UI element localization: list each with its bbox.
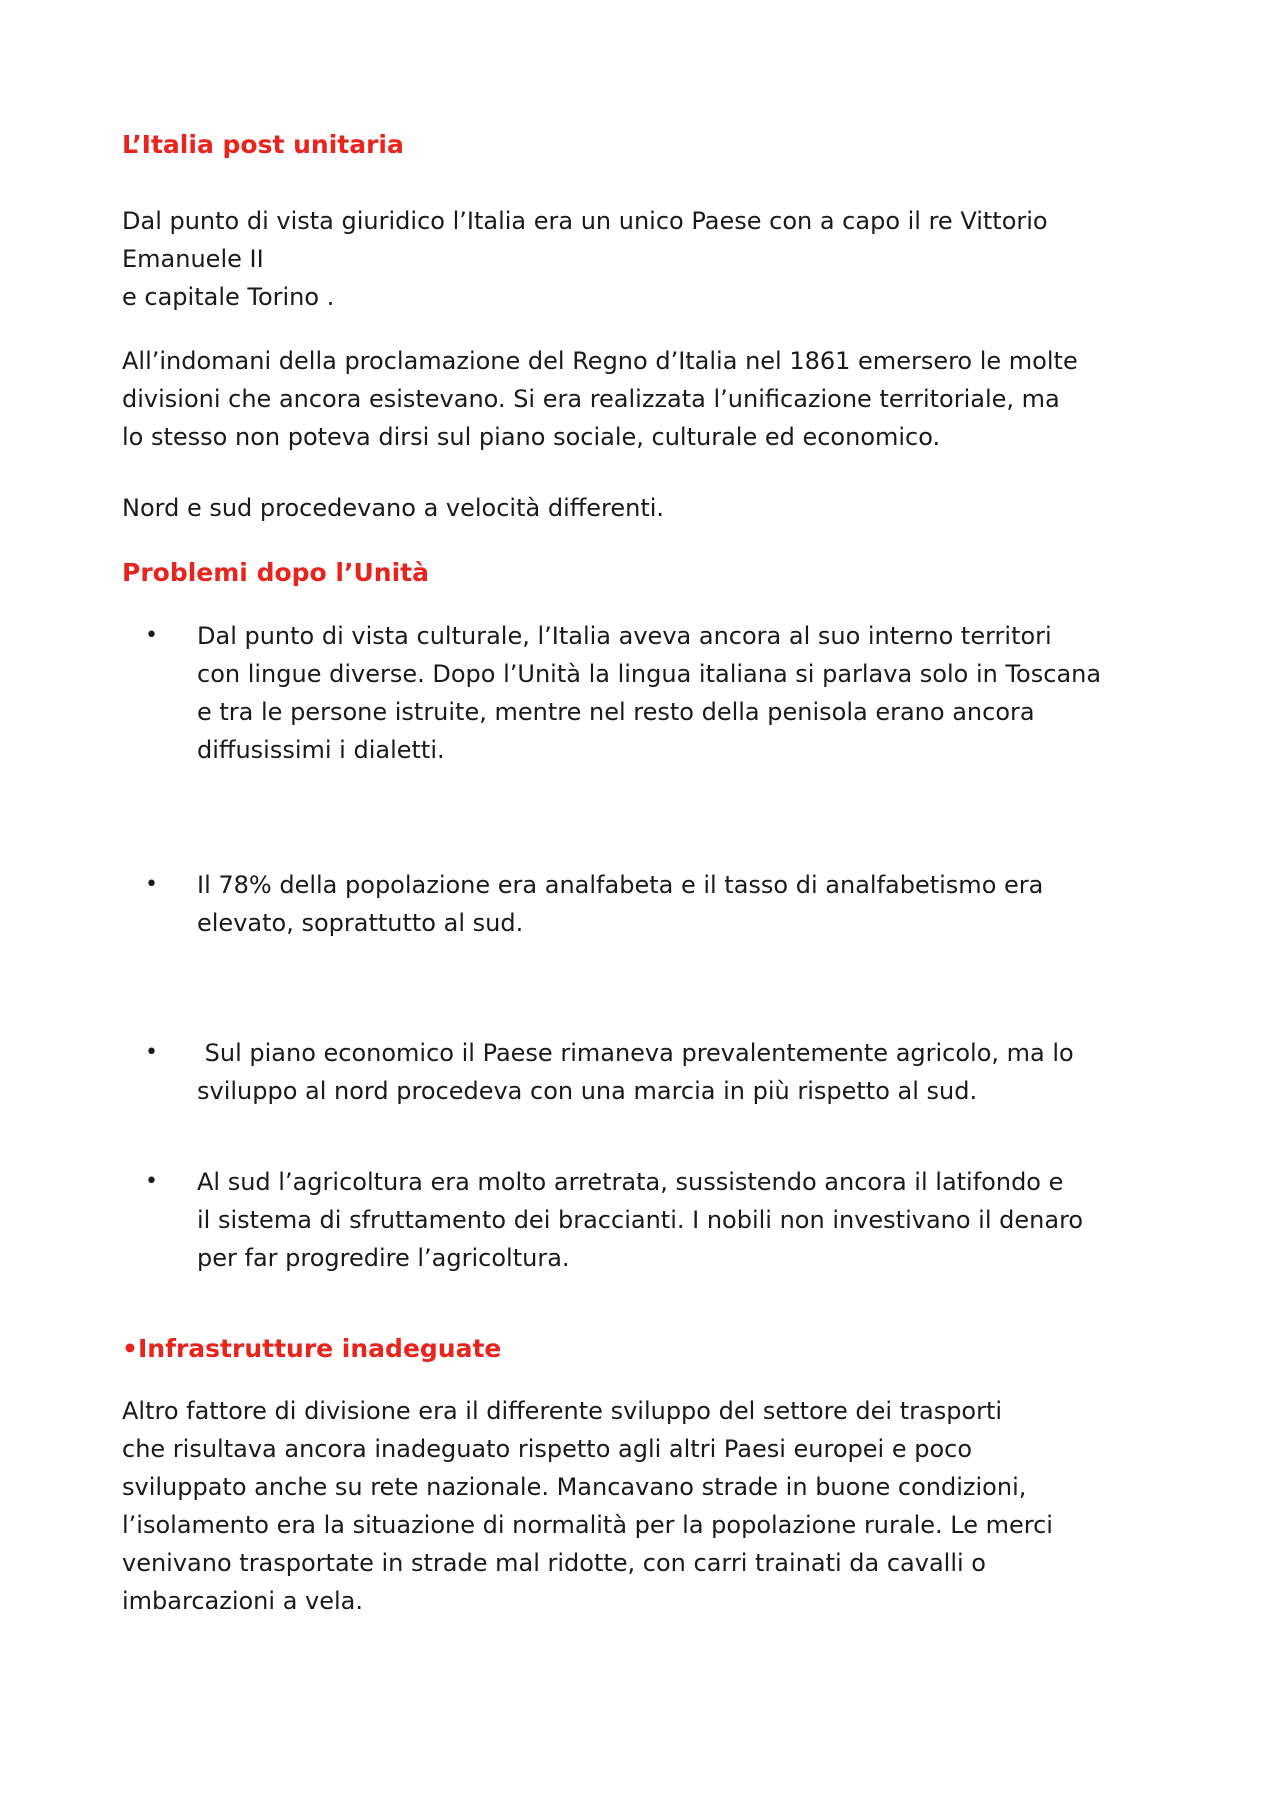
bullet-line: sviluppo al nord procedeva con una marcia in più rispetto al sud.	[197, 1077, 978, 1105]
bullet-icon: •	[145, 1040, 158, 1065]
paragraph-line: venivano trasportate in strade mal ridotte, con carri trainati da cavalli o	[122, 1549, 986, 1577]
paragraph-line: imbarcazioni a vela.	[122, 1587, 363, 1615]
bullet-text	[197, 1163, 1197, 1277]
paragraph-line: e capitale Torino .	[122, 283, 335, 311]
paragraph-indomani	[122, 342, 1182, 456]
bullet-line: con lingue diverse. Dopo l’Unità la lingua italiana si parlava solo in Toscana	[197, 660, 1102, 688]
bullet-line: diffusissimi i dialetti.	[197, 736, 445, 764]
section-title-problemi: Problemi dopo l’Unità	[122, 558, 429, 587]
bullet-line: Dal punto di vista culturale, l’Italia aveva ancora al suo interno territori	[197, 622, 1052, 650]
paragraph-line: l’isolamento era la situazione di normalità per la popolazione rurale. Le merci	[122, 1511, 1053, 1539]
bullet-icon: •	[145, 623, 158, 648]
bullet-item-culturale	[145, 617, 1185, 777]
section-title-italia-post-unitaria: L’Italia post unitaria	[122, 130, 404, 159]
bullet-item-agricoltura	[145, 1163, 1185, 1283]
bullet-line: e tra le persone istruite, mentre nel resto della penisola erano ancora	[197, 698, 1035, 726]
paragraph-line: All’indomani della proclamazione del Regno d’Italia nel 1861 emersero le molte	[122, 347, 1078, 375]
paragraph-line: Nord e sud procedevano a velocità differenti.	[122, 494, 665, 522]
bullet-line: elevato, soprattutto al sud.	[197, 909, 524, 937]
paragraph-line: divisioni che ancora esistevano. Si era realizzata l’unificazione territoriale, ma	[122, 385, 1060, 413]
bullet-line: Sul piano economico il Paese rimaneva prevalentemente agricolo, ma lo	[197, 1039, 1074, 1067]
paragraph-line: che risultava ancora inadeguato rispetto agli altri Paesi europei e poco	[122, 1435, 973, 1463]
paragraph-giuridico	[122, 202, 1182, 316]
bullet-icon: •	[122, 1334, 138, 1363]
paragraph-trasporti	[122, 1392, 1182, 1620]
paragraph-line: Altro fattore di divisione era il differente sviluppo del settore dei trasporti	[122, 1397, 1003, 1425]
section-title-infrastrutture	[122, 1330, 501, 1368]
paragraph-line: lo stesso non poteva dirsi sul piano sociale, culturale ed economico.	[122, 423, 941, 451]
bullet-text	[197, 866, 1197, 942]
bullet-item-economico	[145, 1034, 1185, 1114]
bullet-text	[197, 617, 1197, 769]
bullet-line: Al sud l’agricoltura era molto arretrata, sussistendo ancora il latifondo e	[197, 1168, 1064, 1196]
paragraph-nord-sud	[122, 489, 1182, 527]
section-title-text: Infrastrutture inadeguate	[137, 1334, 502, 1363]
bullet-line: il sistema di sfruttamento dei braccianti. I nobili non investivano il denaro	[197, 1206, 1084, 1234]
bullet-line: per far progredire l’agricoltura.	[197, 1244, 570, 1272]
bullet-icon: •	[145, 1169, 158, 1194]
paragraph-line: Emanuele II	[122, 245, 264, 273]
bullet-item-analfabetismo	[145, 866, 1185, 946]
paragraph-line: sviluppato anche su rete nazionale. Mancavano strade in buone condizioni,	[122, 1473, 1027, 1501]
paragraph-line: Dal punto di vista giuridico l’Italia era un unico Paese con a capo il re Vittorio	[122, 207, 1048, 235]
bullet-line: Il 78% della popolazione era analfabeta e il tasso di analfabetismo era	[197, 871, 1044, 899]
bullet-icon: •	[145, 872, 158, 897]
bullet-text	[197, 1034, 1197, 1110]
